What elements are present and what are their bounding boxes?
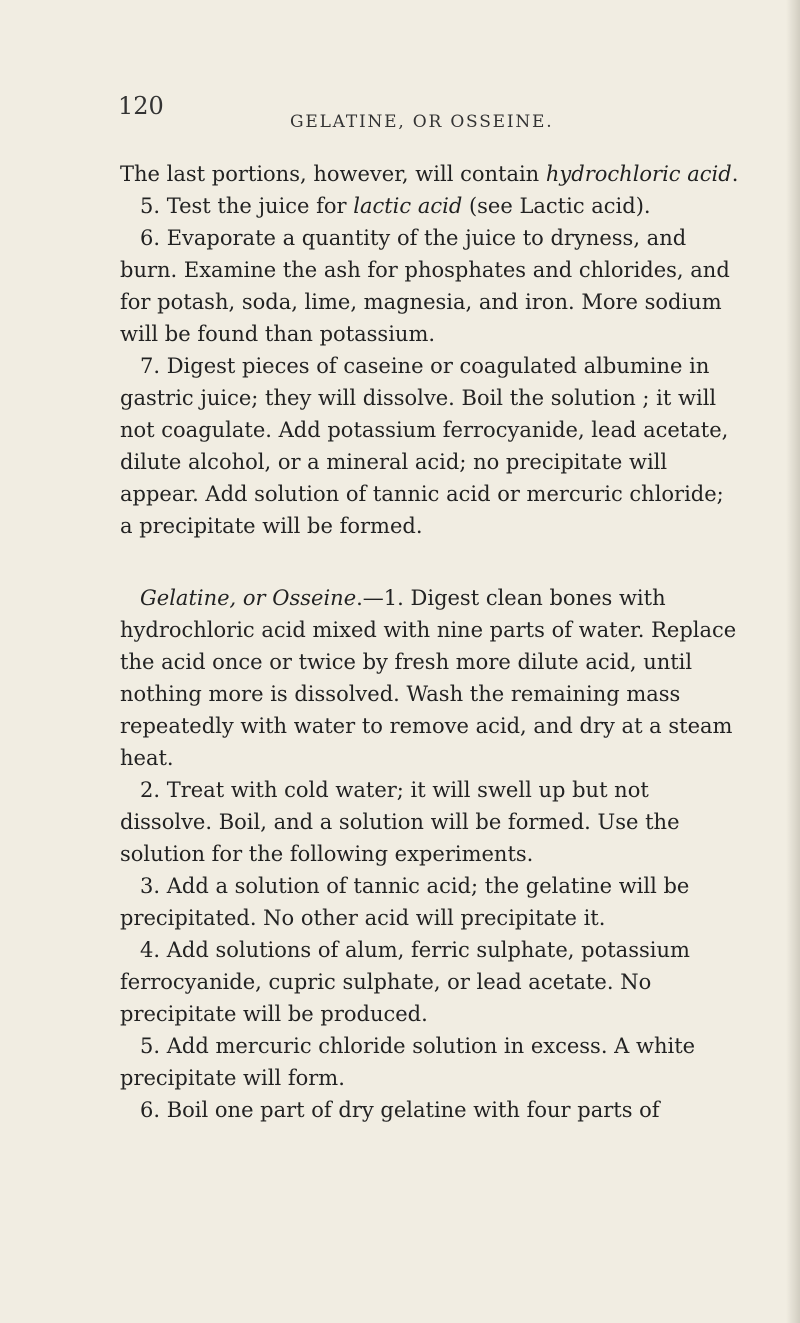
- paragraph-gelatine-step-4: 4. Add solutions of alum, ferric sulphate, potassium ferrocyanide, cupric sulphate, or lead acetate. No precipitate will be produced.: [120, 938, 690, 1026]
- page-edge-shadow: [786, 0, 800, 1323]
- paragraph-gelatine-step-3: 3. Add a solution of tannic acid; the gelatine will be precipitated. No other acid will precipitate it.: [120, 874, 690, 930]
- paragraph-step-7-digest: 7. Digest pieces of caseine or coagulated albumine in gastric juice; they will dissolve. Boil the solution ; it will not coagulate. Add potassium ferrocyanide, lead acetate, dilute alcohol, or a mineral acid; no precipitate will appear. Add solution of tannic acid or mercuric chloride; a precipitate will be formed.: [120, 354, 729, 538]
- paragraph-gelatine-step-5: 5. Add mercuric chloride solution in excess. A white precipitate will form.: [120, 1034, 696, 1090]
- paragraph-hydrochloric: The last portions, however, will contain hydrochloric acid.: [120, 162, 739, 186]
- page-number: 120: [118, 92, 164, 120]
- paragraph-step-5-lactic: 5. Test the juice for lactic acid (see Lactic acid).: [140, 194, 651, 218]
- paragraph-gelatine-step-6: 6. Boil one part of dry gelatine with four parts of: [140, 1098, 660, 1122]
- paragraph-gelatine-step-2: 2. Treat with cold water; it will swell up but not dissolve. Boil, and a solution will be formed. Use the solution for the following experiments.: [120, 778, 680, 866]
- running-head: GELATINE, OR OSSEINE.: [290, 112, 554, 132]
- paragraph-gelatine-heading: Gelatine, or Osseine.—1. Digest clean bones with hydrochloric acid mixed with nine parts of water. Replace the acid once or twice by fresh more dilute acid, until nothing more is dissolved. Wash the remaining mass repeatedly with water to remove acid, and dry at a steam heat.: [120, 586, 737, 770]
- body-text: [120, 158, 740, 1126]
- paragraph-step-6-evaporate: 6. Evaporate a quantity of the juice to dryness, and burn. Examine the ash for phosphates and chlorides, and for potash, soda, lime, magnesia, and iron. More sodium will be found than potassium.: [120, 226, 730, 346]
